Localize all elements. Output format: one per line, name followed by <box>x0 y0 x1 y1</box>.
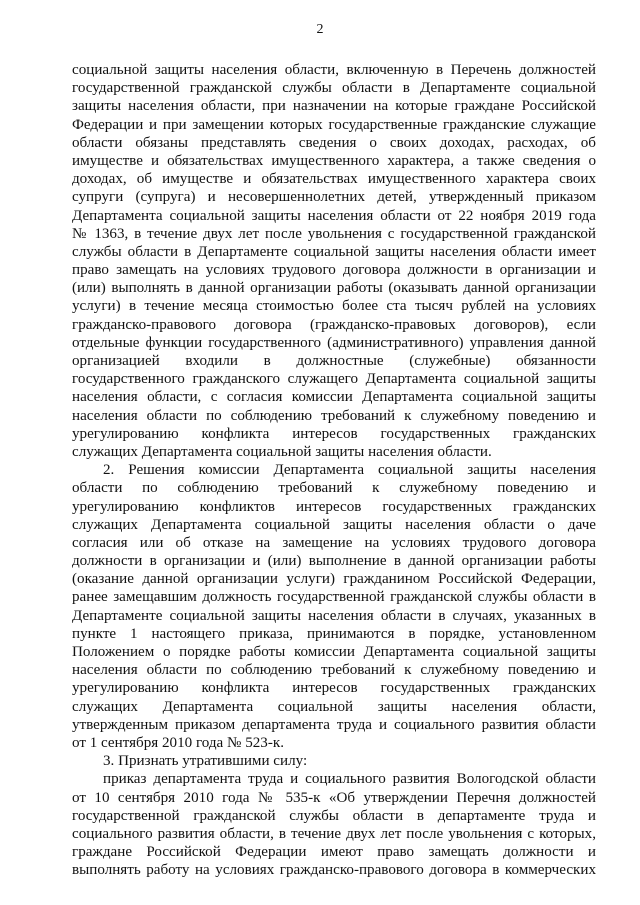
text-line: услуги) в течение месяца стоимостью более ста тысяч рублей на условиях <box>72 298 596 315</box>
text-line: № 1363, в течение двух лет после увольнения с государственной гражданской <box>72 225 596 242</box>
text-line: урегулированию конфликта интересов государственных гражданских <box>72 425 596 442</box>
text-line: службы области в Департаменте социальной защиты населения области имеет <box>72 243 596 260</box>
text-line: пункте 1 настоящего приказа, принимаются в порядке, установленном <box>72 625 596 642</box>
text-line: Департамента социальной защиты населения области от 22 ноября 2019 года <box>72 207 596 224</box>
text-line: должности в организации и (или) выполнение в данной организации работы <box>72 553 596 570</box>
text-line: ранее замещавшим должность государственной гражданской службы области в <box>72 589 596 606</box>
text-line: населения области по соблюдению требований к служебному поведению и <box>72 662 596 679</box>
text-line: государственной гражданской службы области в Департаменте социальной <box>72 80 596 97</box>
text-line: Положением о порядке работы комиссии Департамента социальной защиты <box>72 644 596 660</box>
text-line: право замещать на условиях трудового договора должности в организации и <box>72 262 596 279</box>
text-line: организацией входили в должностные (служебные) обязанности <box>72 353 596 369</box>
paragraph-3-item: приказ департамента труда и социального развития Вологодской области <box>103 771 596 788</box>
text-line: имуществе и обязательствах имущественного характера, а также сведения о <box>72 152 596 169</box>
text-line: государственного гражданского служащего Департамента социальной защиты <box>72 371 596 388</box>
text-line: служащих Департамента социальной защиты населения области. <box>72 443 492 460</box>
paragraph-2-start: 2. Решения комиссии Департамента социальной защиты населения <box>103 462 596 479</box>
text-line: Департаменте социальной защиты населения области в случаях, указанных в <box>72 607 596 624</box>
text-line: (или) выполнять в данной организации работы (оказывать данной организации <box>72 280 596 297</box>
text-line: отдельные функции государственного (административного) управления данной <box>72 334 596 351</box>
text-line: Федерации и при замещении которых государственные гражданские служащие <box>72 116 596 133</box>
text-line: социального развития области, в течение двух лет после увольнения с которых, <box>72 825 596 842</box>
text-line: гражданско-правового договора (гражданско-правовых договоров), если <box>72 316 596 333</box>
text-line: служащих Департамента социальной защиты населения области о даче <box>72 516 596 533</box>
text-line: урегулированию конфликта интересов государственных гражданских <box>72 680 596 697</box>
text-line: доходах, об имуществе и обязательствах имущественного характера своих <box>72 171 596 188</box>
paragraph-3-start: 3. Признать утратившими силу: <box>103 753 308 770</box>
text-line: защиты населения области, при назначении на которые граждане Российской <box>72 98 596 115</box>
text-line: от 10 сентября 2010 года № 535-к «Об утверждении Перечня должностей <box>72 789 596 806</box>
text-line: от 1 сентября 2010 года № 523-к. <box>72 734 284 751</box>
text-line: области обязаны представлять сведения о своих доходах, расходах, об <box>72 134 596 151</box>
text-line: населения области, с согласия комиссии Департамента социальной защиты <box>72 389 596 406</box>
text-line: урегулированию конфликтов интересов государственных гражданских <box>72 498 596 515</box>
text-line: области по соблюдению требований к служебному поведению и <box>72 480 596 497</box>
document-body <box>72 61 596 879</box>
text-line: (оказание данной организации услуги) гражданином Российской Федерации, <box>72 571 596 588</box>
text-line: выполнять работу на условиях гражданско-правового договора в коммерческих <box>72 862 596 879</box>
text-line: государственной гражданской службы области в департаменте труда и <box>72 807 596 824</box>
text-line: населения области по соблюдению требований к служебному поведению и <box>72 407 596 424</box>
text-line: служащих Департамента социальной защиты населения области, <box>72 698 596 715</box>
text-line: утвержденным приказом департамента труда и социального развития области <box>72 716 596 733</box>
text-line: социальной защиты населения области, включенную в Перечень должностей <box>72 62 596 78</box>
text-line: супруги (супруга) и несовершеннолетних детей, утвержденный приказом <box>72 189 596 206</box>
text-line: граждане Российской Федерации имеют право замещать должности и <box>72 844 596 861</box>
text-line: согласия или об отказе на замещение на условиях трудового договора <box>72 534 596 551</box>
page-number: 2 <box>316 22 324 37</box>
